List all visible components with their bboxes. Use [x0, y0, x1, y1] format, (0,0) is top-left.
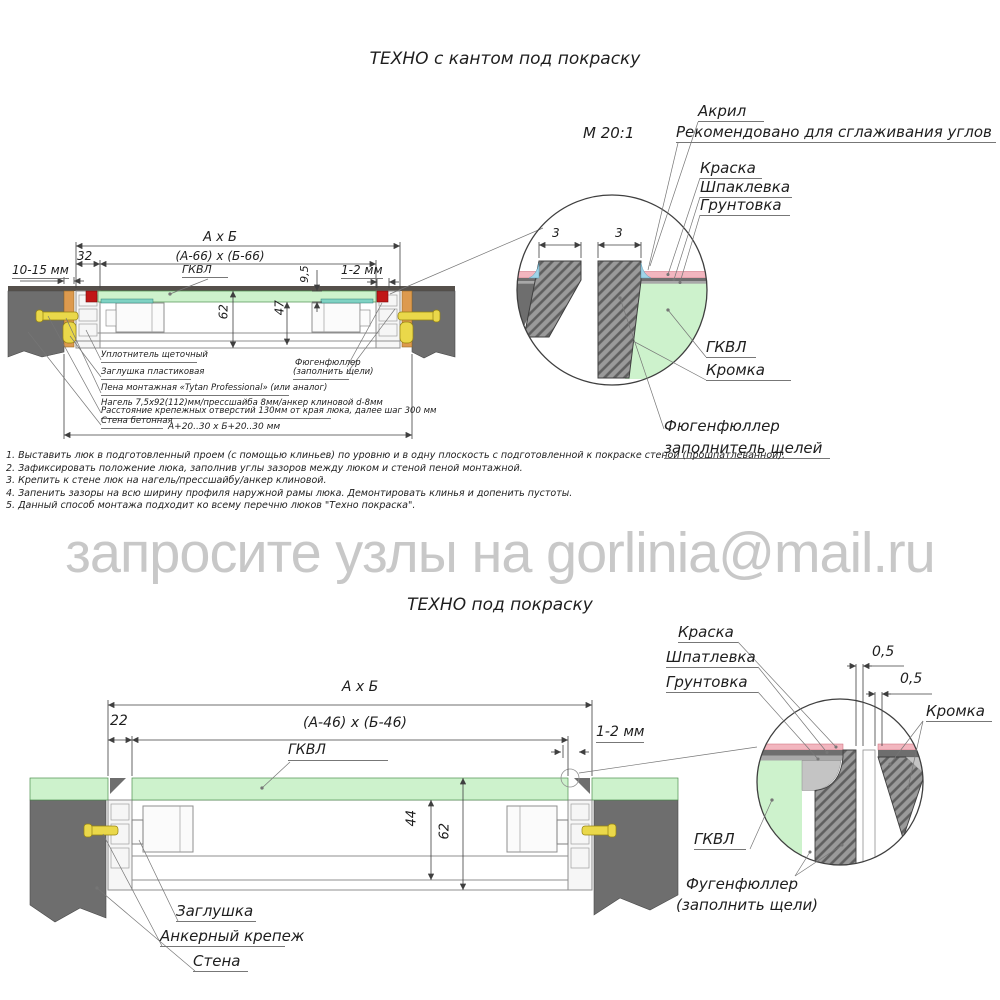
- bottom-detail-content: [756, 744, 924, 868]
- anchor-bolt-right: [398, 312, 438, 320]
- bottom-plug-right: [557, 820, 568, 844]
- callout-seal: Уплотнитель щеточный: [101, 351, 197, 363]
- edge-strip-right: [321, 299, 373, 303]
- bdetail-putty-label: Шпатлевка: [666, 649, 758, 668]
- dim-overall-top: А х Б: [203, 230, 237, 245]
- dim-gap-top: 1-2 мм: [341, 264, 383, 279]
- bottom-gkvl-main: [132, 778, 568, 800]
- dim-depth-top: 62: [216, 304, 231, 320]
- bottom-door-leaf: [132, 800, 568, 856]
- label-acrylic-note: Рекомендовано для сглаживания углов: [676, 124, 996, 143]
- detail-primer-layer-right: [641, 281, 711, 284]
- installation-notes: [6, 450, 785, 513]
- bottom-frame-column-right: [568, 800, 592, 890]
- bdetail-filler-line2: (заполнить щели): [676, 896, 819, 914]
- top-detail-dims: [539, 242, 641, 258]
- label-gkvl-detail: ГКВЛ: [706, 339, 756, 358]
- bottom-frame-column-left: [108, 800, 132, 890]
- bottom-left-wall: [30, 800, 106, 922]
- plastic-plug-right: [400, 322, 413, 343]
- callout-filler-line2: (заполнить щели): [293, 368, 349, 380]
- top-section-drawing: [8, 286, 455, 358]
- callout-wall: Стена бетонная: [101, 417, 163, 429]
- bdetail-edge-label: Кромка: [926, 703, 992, 722]
- dim-gkvl-top: ГКВЛ: [182, 264, 228, 278]
- callout-fastener: Нагель 7,5х92(112)мм/прессшайба 8мм/анкер клиновой d-8мм: [101, 398, 383, 408]
- acrylic-corner-left: [86, 291, 97, 302]
- callout-foam: Пена монтажная «Tytan Professional» (или аналог): [101, 384, 289, 396]
- edge-strip-left: [101, 299, 153, 303]
- acrylic-corner-right: [377, 291, 388, 302]
- bdetail-paint-label: Краска: [678, 624, 738, 643]
- bdetail-primer-label: Грунтовка: [666, 674, 758, 693]
- wall-face-band: [8, 286, 455, 291]
- label-edge-detail: Кромка: [706, 362, 791, 381]
- dim-formula-top: (А-66) х (Б-66): [175, 249, 265, 263]
- anchor-bolt-left: [38, 312, 78, 320]
- bdetail-edge-block-right: [878, 757, 924, 838]
- bdetail-gap1: 0,5: [872, 644, 895, 660]
- bdim-22: 22: [110, 713, 128, 729]
- detail-putty-layer-right: [641, 278, 711, 281]
- detail-dim-3-left: 3: [552, 226, 560, 240]
- dim-thickness: 9,5: [297, 265, 311, 283]
- note-line: 2. Зафиксировать положение люка, заполнив углы зазоров между люком и стеной пеной монтажной.: [6, 462, 523, 474]
- callout-filler-line1: Фюгенфюллер: [295, 358, 361, 368]
- blabel-wall: Стена: [193, 953, 248, 972]
- note-line: 4. Запенить зазоры на всю ширину профиля наружной рамы люка. Демонтировать клинья и допенить пустоты.: [6, 487, 573, 499]
- top-title: ТЕХНО с кантом под покраску: [369, 49, 641, 69]
- bdetail-filler-line1: Фугенфюллер: [686, 875, 799, 893]
- bdetail-gkvl-label: ГКВЛ: [694, 831, 746, 850]
- bottom-gkvl-left: [30, 778, 108, 800]
- label-filler-line2: заполнитель щелей: [664, 440, 830, 459]
- callout-plug: Заглушка пластиковая: [101, 368, 191, 380]
- dim-wall-gap: 10-15 мм: [12, 264, 69, 279]
- bottom-filler-wedge-left: [110, 778, 126, 794]
- note-line: 3. Крепить к стене люк на нагель/прессшайбу/анкер клиновой.: [6, 475, 327, 486]
- blabel-anchor: Анкерный крепеж: [160, 927, 305, 945]
- bottom-anchor-left: [88, 826, 118, 835]
- label-filler-line1: Фюгенфюллер: [664, 417, 780, 435]
- note-line: 5. Данный способ монтажа подходит ко всему перечню люков "Техно покраска".: [6, 500, 416, 511]
- note-line: 1. Выставить люк в подготовленный проем (с помощью клиньев) по уровню и в одну плоскость с подготовленной к покраске стеной (прошпатлеванной).: [6, 450, 786, 461]
- dim-32: 32: [77, 249, 93, 263]
- bottom-section-drawing: [30, 769, 678, 922]
- watermark-text: запросите узлы на gorlinia@mail.ru: [65, 521, 935, 585]
- bottom-right-wall: [594, 800, 678, 915]
- bdim-inner: 44: [404, 810, 420, 827]
- top-detail-scale: М 20:1: [583, 124, 635, 142]
- bdetail-paint-left: [756, 744, 843, 750]
- bottom-plug-left: [132, 820, 143, 844]
- bottom-door-profile-left: [143, 806, 193, 852]
- bottom-door-profile-right: [507, 806, 557, 852]
- label-paint: Краска: [700, 160, 762, 179]
- label-acrylic: Акрил: [698, 103, 764, 122]
- detail-dim-3-right: 3: [615, 226, 623, 240]
- bottom-anchor-right: [582, 826, 612, 835]
- door-profile-right: [312, 303, 360, 332]
- blabel-plug: Заглушка: [176, 903, 256, 922]
- bdim-formula: (А-46) х (Б-46): [303, 715, 407, 731]
- bdetail-primer-left: [756, 756, 843, 761]
- bdetail-kromka-strip: [863, 750, 875, 866]
- bdim-gap: 1-2 мм: [596, 725, 644, 743]
- bottom-filler-wedge-right: [574, 778, 590, 794]
- door-profile-left: [116, 303, 164, 332]
- bdim-overall: А х Б: [341, 679, 379, 695]
- left-wall: [8, 291, 64, 357]
- callout-fastener-note: Расстояние крепежных отверстий 130мм от края люка, далее шаг 300 мм: [101, 407, 331, 419]
- bdetail-putty-left: [756, 750, 843, 756]
- label-primer: Грунтовка: [700, 197, 790, 216]
- bottom-title: ТЕХНО под покраску: [407, 595, 593, 615]
- dim-inner-top: 47: [272, 300, 287, 316]
- bdim-depth: 62: [437, 823, 453, 840]
- dim-opening: А+20..30 х Б+20..30 мм: [168, 422, 281, 432]
- right-wall: [412, 291, 455, 358]
- bottom-gkvl-right: [592, 778, 678, 800]
- label-putty: Шпаклевка: [700, 178, 791, 196]
- bdetail-gap2: 0,5: [900, 671, 923, 687]
- bdim-gkvl: ГКВЛ: [288, 743, 388, 761]
